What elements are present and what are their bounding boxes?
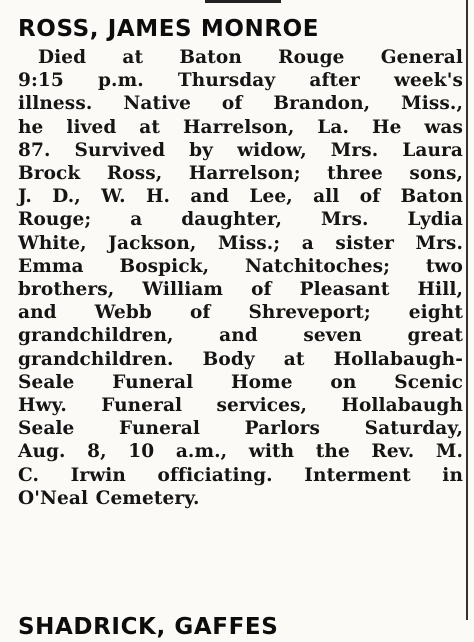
obituary-line: he lived at Harrelson, La. He was — [18, 116, 463, 138]
obituary-line: Emma Bospick, Natchitoches; two — [18, 255, 463, 277]
obituary-line: Brock Ross, Harrelson; three sons, — [18, 163, 463, 185]
obituary-line: grandchildren, and seven great — [18, 325, 463, 347]
obituary-line: Rouge; a daughter, Mrs. Lydia — [18, 209, 463, 231]
obituary-line: White, Jackson, Miss.; a sister Mrs. — [18, 232, 463, 254]
obituary-line: O'Neal Cemetery. — [18, 487, 200, 509]
top-column-rule — [205, 0, 281, 3]
obituary-line: Seale Funeral Home on Scenic — [18, 371, 463, 393]
obituary-line: Hwy. Funeral services, Hollabaugh — [18, 395, 463, 417]
obituary-line: Died at Baton Rouge General — [38, 47, 463, 68]
obituary-line: grandchildren. Body at Hollabaugh- — [18, 348, 463, 370]
right-column-rule — [466, 0, 468, 620]
next-headline-text: SHADRICK, GAFFES — [18, 614, 279, 640]
obituary-body — [18, 46, 463, 510]
obituary-line: 87. Survived by widow, Mrs. Laura — [18, 139, 463, 161]
next-obituary-headline-fragment — [18, 603, 348, 640]
obituary-clipping — [18, 14, 466, 510]
obituary-line: 9:15 p.m. Thursday after week's — [18, 70, 463, 92]
obituary-line: C. Irwin officiating. Interment in — [18, 464, 463, 486]
obituary-line: brothers, William of Pleasant Hill, — [18, 279, 463, 301]
obituary-line: J. D., W. H. and Lee, all of Baton — [18, 186, 463, 208]
obituary-line: Aug. 8, 10 a.m., with the Rev. M. — [18, 441, 463, 463]
obituary-headline: ROSS, JAMES MONROE — [18, 16, 320, 42]
obituary-line: and Webb of Shreveport; eight — [18, 302, 463, 324]
obituary-line: Seale Funeral Parlors Saturday, — [18, 418, 463, 440]
obituary-line: illness. Native of Brandon, Miss., — [18, 93, 463, 115]
